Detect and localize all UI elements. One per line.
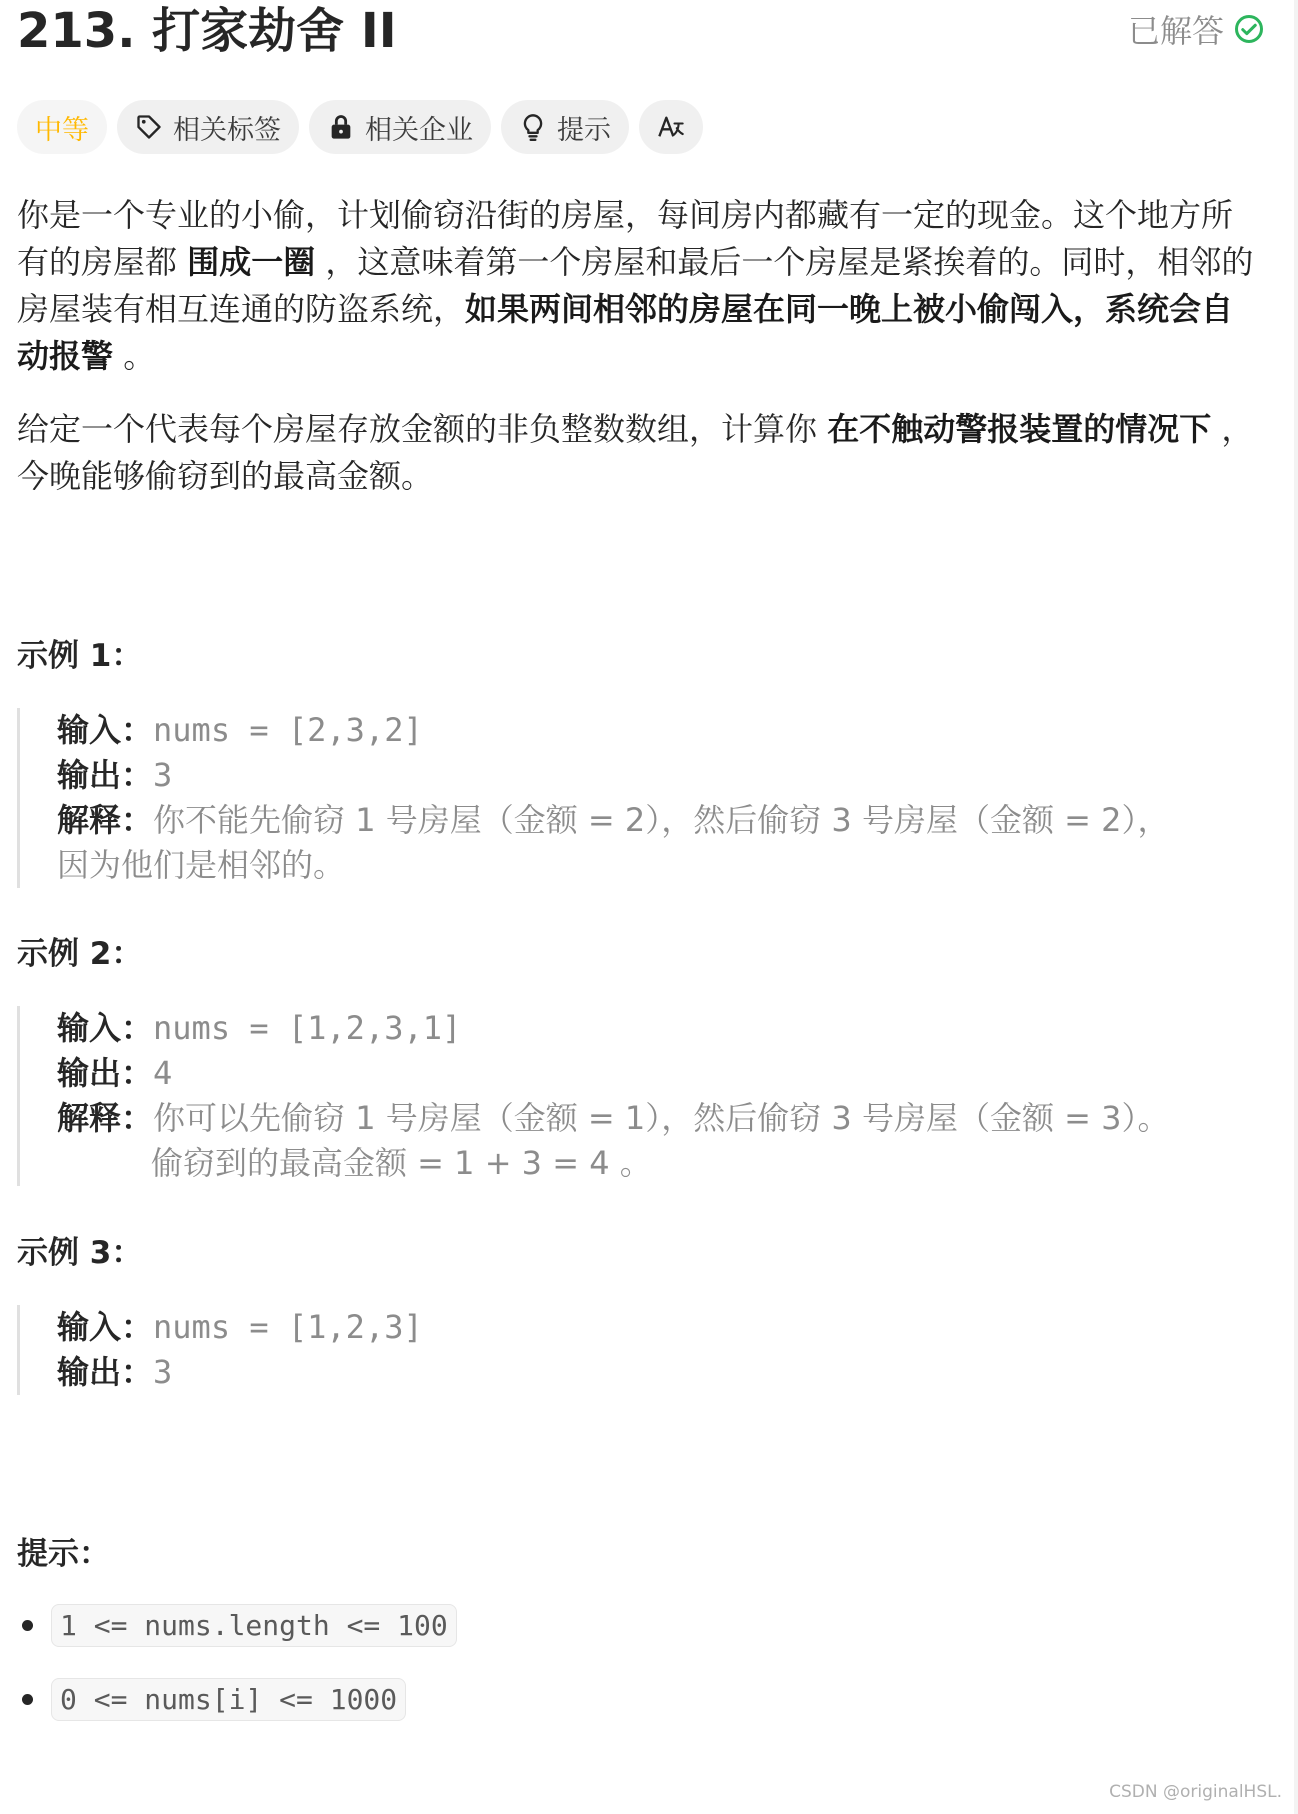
description-paragraph-2: 给定一个代表每个房屋存放金额的非负整数数组，计算你 在不触动警报装置的情况下 ，今晚能够偷窃到的最高金额。	[17, 410, 1254, 495]
example-1-explain: 你不能先偷窃 1 号房屋（金额 = 2），然后偷窃 3 号房屋（金额 = 2），	[153, 801, 1170, 839]
example-3-block: 输入：nums = [1,2,3] 输出：3	[17, 1305, 1297, 1395]
example-3-output: 3	[153, 1353, 173, 1391]
tag-bar	[17, 100, 703, 154]
example-1-input: nums = [2,3,2]	[153, 711, 423, 749]
tag-icon	[135, 113, 163, 141]
example-2-output: 4	[153, 1054, 173, 1092]
problem-title: 213. 打家劫舍 II	[17, 3, 397, 59]
bullet-dot	[22, 1694, 33, 1705]
constraint-item	[22, 1604, 457, 1647]
hint-button[interactable]	[501, 100, 629, 154]
constraint-code: 1 <= nums.length <= 100	[51, 1604, 457, 1647]
lightbulb-icon	[519, 113, 547, 141]
example-2-explain: 你可以先偷窃 1 号房屋（金额 = 1），然后偷窃 3 号房屋（金额 = 3）。	[153, 1099, 1170, 1137]
example-3-title: 示例 3：	[17, 1235, 143, 1271]
difficulty-badge[interactable]	[17, 100, 107, 154]
example-2-explain-cont: 偷窃到的最高金额 = 1 + 3 = 4 。	[151, 1144, 652, 1182]
example-1-block: 输入：nums = [2,3,2] 输出：3 解释：你不能先偷窃 1 号房屋（金额 = 2），然后偷窃 3 号房屋（金额 = 2）， 因为他们是相邻的。	[17, 708, 1297, 888]
bullet-dot	[22, 1620, 33, 1631]
difficulty-label: 中等	[35, 114, 89, 146]
check-circle-icon	[1234, 14, 1264, 44]
related-companies-button[interactable]	[309, 100, 491, 154]
related-companies-label: 相关企业	[365, 114, 473, 146]
example-3-input: nums = [1,2,3]	[153, 1308, 423, 1346]
solved-status	[1128, 6, 1264, 52]
hint-label: 提示	[557, 114, 611, 146]
example-2-title: 示例 2：	[17, 936, 143, 972]
problem-description	[17, 192, 1257, 526]
related-tags-label: 相关标签	[173, 114, 281, 146]
example-2-input: nums = [1,2,3,1]	[153, 1009, 462, 1047]
example-1-title: 示例 1：	[17, 638, 143, 674]
watermark: CSDN @originalHSL.	[1109, 1782, 1282, 1802]
example-2-block: 输入：nums = [1,2,3,1] 输出：4 解释：你可以先偷窃 1 号房屋（金额 = 1），然后偷窃 3 号房屋（金额 = 3）。 偷窃到的最高金额 = 1 + 3 = 4 。	[17, 1006, 1297, 1186]
lock-icon	[327, 113, 355, 141]
example-1-explain-cont: 因为他们是相邻的。	[57, 846, 346, 884]
related-tags-button[interactable]	[117, 100, 299, 154]
translate-icon	[657, 113, 685, 141]
constraint-item	[22, 1678, 406, 1721]
constraint-code: 0 <= nums[i] <= 1000	[51, 1678, 406, 1721]
example-1-output: 3	[153, 756, 173, 794]
right-panel-border	[1294, 0, 1298, 1814]
solved-label: 已解答	[1127, 12, 1224, 50]
description-paragraph-1: 你是一个专业的小偷，计划偷窃沿街的房屋，每间房内都藏有一定的现金。这个地方所有的房屋都 围成一圈 ，这意味着第一个房屋和最后一个房屋是紧挨着的。同时，相邻的房屋装有相互连通的防盗系统，如果两间相邻的房屋在同一晚上被小偷闯入，系统会自动报警 。	[17, 196, 1254, 375]
constraints-title: 提示：	[17, 1536, 110, 1572]
problem-header	[17, 0, 1279, 62]
translate-button[interactable]	[639, 100, 703, 154]
